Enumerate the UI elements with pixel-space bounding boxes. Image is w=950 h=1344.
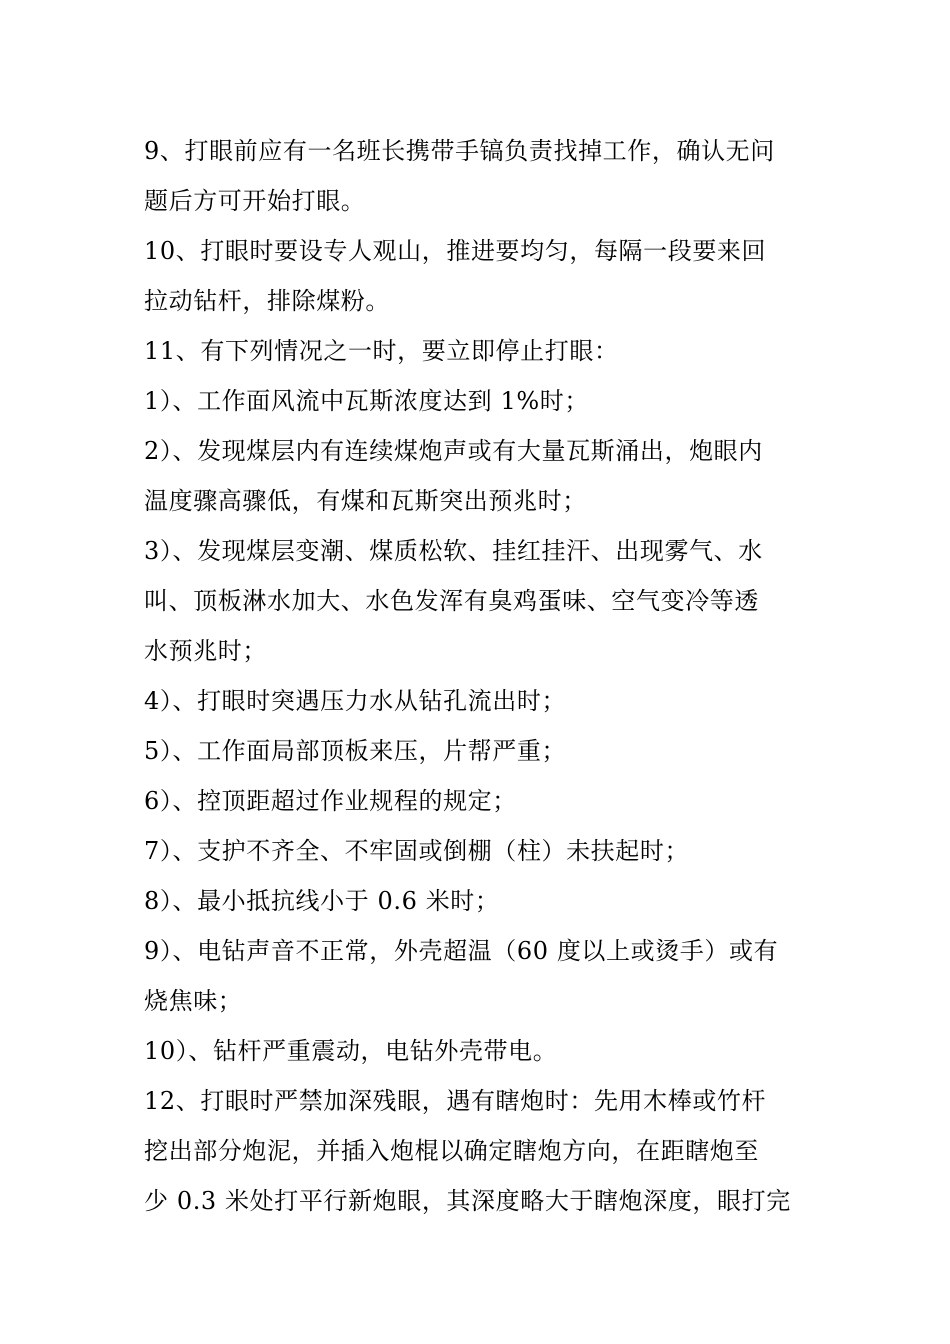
text-line: 1）、工作面风流中瓦斯浓度达到 1%时； — [144, 387, 589, 415]
text-line: 题后方可开始打眼。 — [144, 187, 366, 215]
text-line: 少 0.3 米处打平行新炮眼，其深度略大于瞎炮深度，眼打完 — [144, 1187, 791, 1215]
text-line: 7）、支护不齐全、不牢固或倒棚（柱）未扶起时； — [144, 837, 690, 865]
text-line: 12、打眼时严禁加深残眼，遇有瞎炮时：先用木棒或竹杆 — [144, 1087, 767, 1115]
text-line: 温度骤高骤低，有煤和瓦斯突出预兆时； — [144, 487, 587, 515]
text-line: 4）、打眼时突遇压力水从钻孔流出时； — [144, 687, 567, 715]
text-line: 3）、发现煤层变潮、煤质松软、挂红挂汗、出现雾气、水 — [144, 537, 763, 565]
text-line: 10、打眼时要设专人观山，推进要均匀，每隔一段要来回 — [144, 237, 767, 265]
text-line: 5）、工作面局部顶板来压，片帮严重； — [144, 737, 567, 765]
text-line: 9）、电钻声音不正常，外壳超温（60 度以上或烫手）或有 — [144, 937, 779, 965]
text-line: 烧焦味； — [144, 987, 243, 1015]
document-body — [144, 126, 808, 1226]
text-line: 叫、顶板淋水加大、水色发浑有臭鸡蛋味、空气变冷等透 — [144, 587, 759, 615]
text-line: 2）、发现煤层内有连续煤炮声或有大量瓦斯涌出，炮眼内 — [144, 437, 763, 465]
text-line: 9、打眼前应有一名班长携带手镐负责找掉工作，确认无问 — [144, 137, 775, 165]
text-line: 水预兆时； — [144, 637, 267, 665]
text-line: 6）、控顶距超过作业规程的规定； — [144, 787, 517, 815]
text-line: 拉动钻杆，排除煤粉。 — [144, 287, 390, 315]
text-line: 挖出部分炮泥，并插入炮棍以确定瞎炮方向，在距瞎炮至 — [144, 1137, 759, 1165]
text-line: 10）、钻杆严重震动，电钻外壳带电。 — [144, 1037, 558, 1065]
text-line: 8）、最小抵抗线小于 0.6 米时； — [144, 887, 500, 915]
text-line: 11、有下列情况之一时，要立即停止打眼： — [144, 337, 619, 365]
